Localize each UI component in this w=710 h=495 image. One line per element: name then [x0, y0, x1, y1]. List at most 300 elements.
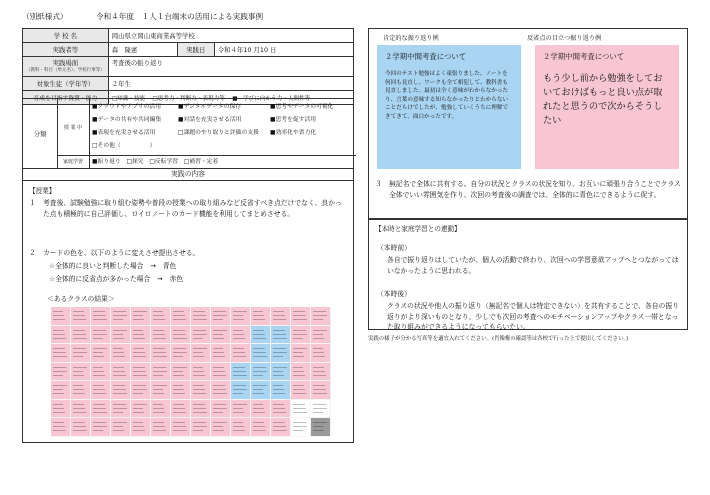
thumb-text-line [73, 338, 87, 339]
thumb-text-line [53, 422, 64, 423]
thumb-text-line [253, 393, 264, 394]
thumb-text-line [73, 393, 85, 394]
thumb-text-line [213, 367, 224, 368]
thumb-text-line [233, 375, 247, 376]
thumb-text-line [53, 371, 67, 372]
thumb-text-line [93, 375, 105, 376]
result-card-thumb [191, 344, 210, 362]
thumb-text-line [253, 389, 263, 390]
thumb-text-line [233, 371, 246, 372]
thumb-text-line [213, 375, 226, 376]
thumb-text-line [213, 348, 223, 349]
thumb-text-line [273, 319, 286, 320]
result-card-thumb [191, 400, 210, 418]
thumb-text-line [113, 334, 123, 335]
thumb-text-line [153, 393, 164, 394]
thumb-text-line [213, 319, 223, 320]
thumb-text-line [133, 315, 143, 316]
bad-example-label: 反省点の目立つ振り返り例 [527, 35, 602, 42]
thumb-text-line [193, 404, 205, 405]
thumb-text-line [213, 385, 225, 386]
opt-assignment: □課題のやり取りと評価の支援 [178, 130, 259, 136]
result-card-thumb [251, 363, 270, 381]
thumb-text-line [293, 385, 304, 386]
thumb-text-line [193, 352, 203, 353]
result-card-thumb [111, 363, 130, 381]
thumb-text-line [173, 352, 187, 353]
thumb-text-line [133, 356, 146, 357]
thumb-text-line [133, 352, 145, 353]
scene-value: 考査後の振り返り [108, 57, 353, 77]
good-card-body: 今回のテスト勉強はよく頑張りました。ノートを何回も見直し、ワークも全て相犯して、教科書も見直しました。最初は全く意味がわからなかったり、言葉の意味する知らなかったりとわからないことだらけでしたが、勉強していくうちに理解できてきて、面白かったです。 [385, 71, 509, 120]
thumb-text-line [53, 315, 64, 316]
result-card-thumb [151, 307, 170, 325]
thumb-text-line [73, 356, 83, 357]
school-value: 岡山県立岡山東商業高等学校 [108, 29, 353, 43]
thumb-text-line [313, 367, 324, 368]
thumb-text-line [313, 338, 324, 339]
thumb-text-line [133, 408, 143, 409]
example-label: ＜あるクラスの結果＞ [47, 295, 115, 303]
thumb-text-line [73, 412, 86, 413]
result-card-thumb [51, 307, 70, 325]
thumb-text-line [193, 334, 207, 335]
thumb-text-line [193, 412, 207, 413]
thumb-text-line [93, 334, 107, 335]
thumb-text-line [193, 315, 206, 316]
thumb-text-line [233, 315, 243, 316]
thumb-text-line [293, 389, 305, 390]
result-card-thumb [91, 326, 110, 344]
thumb-text-line [273, 330, 285, 331]
thumb-text-line [73, 385, 83, 386]
thumb-text-line [73, 371, 83, 372]
thumb-text-line [273, 348, 286, 349]
thumb-text-line [193, 356, 204, 357]
result-card-thumb [271, 307, 290, 325]
thumb-text-line [293, 393, 306, 394]
thumb-text-line [173, 412, 186, 413]
result-card-thumb [71, 381, 90, 399]
lesson-p2-num: ２ [29, 249, 36, 257]
opt-efficiency: ■効率化や省力化 [270, 130, 317, 136]
thumb-text-line [273, 430, 287, 431]
thumb-text-line [153, 330, 164, 331]
thumb-text-line [53, 334, 65, 335]
thumb-text-line [193, 348, 207, 349]
thumb-text-line [313, 330, 327, 331]
thumb-text-line [53, 389, 63, 390]
result-card-thumb [151, 344, 170, 362]
date-label: 実践日 [177, 43, 214, 57]
result-card-thumb [211, 344, 230, 362]
thumb-text-line [293, 367, 303, 368]
result-card-thumb [231, 363, 250, 381]
thumb-text-line [73, 375, 84, 376]
result-card-thumb [131, 381, 150, 399]
thumb-text-line [313, 311, 326, 312]
thumb-text-line [313, 404, 326, 405]
lesson-red-rule: ☆全体的に反省点が多かった場合 → 赤色 [49, 275, 184, 283]
thumb-text-line [213, 371, 225, 372]
thumb-text-line [233, 404, 247, 405]
thumb-text-line [53, 356, 67, 357]
bad-card-body: もう少し前から勉強をしておいておけばもっと良い点が取れたと思うので次からそうしたい [543, 73, 663, 126]
result-card-thumb [251, 418, 270, 436]
thumb-text-line [173, 426, 186, 427]
thumb-text-line [213, 430, 224, 431]
thumb-text-line [153, 311, 163, 312]
thumb-text-line [233, 385, 246, 386]
thumb-text-line [133, 338, 145, 339]
result-card-thumb [131, 326, 150, 344]
p3-num: ３ [375, 180, 382, 188]
thumb-text-line [153, 315, 164, 316]
thumb-text-line [93, 408, 106, 409]
thumb-text-line [313, 389, 326, 390]
footer-note: 実践の様子が分かる写真等を適宜入れてください。(肖像権の確認等は各校で行った上で提出してください。) [368, 336, 629, 342]
thumb-text-line [273, 356, 283, 357]
result-card-thumb [111, 344, 130, 362]
thumb-text-line [133, 426, 144, 427]
thumb-text-line [113, 319, 123, 320]
thumb-text-line [73, 408, 85, 409]
thumb-text-line [273, 367, 287, 368]
thumb-text-line [233, 422, 243, 423]
thumb-text-line [193, 422, 206, 423]
thumb-text-line [73, 404, 84, 405]
thumb-text-line [173, 385, 183, 386]
thumb-text-line [253, 385, 267, 386]
thumb-text-line [273, 311, 284, 312]
lesson-options [92, 101, 354, 153]
thumb-text-line [293, 375, 305, 376]
thumb-text-line [213, 426, 223, 427]
thumb-text-line [73, 430, 87, 431]
thumb-text-line [93, 330, 106, 331]
thumb-text-line [293, 338, 303, 339]
thumb-text-line [173, 315, 185, 316]
thumb-text-line [113, 352, 124, 353]
thumb-text-line [213, 334, 223, 335]
thumb-text-line [213, 408, 227, 409]
thumb-text-line [293, 356, 304, 357]
thumb-text-line [153, 367, 166, 368]
thumb-text-line [193, 393, 206, 394]
lesson-p2: カードの色を、以下のように変えさせ提出させる。 [43, 249, 200, 257]
thumb-text-line [293, 422, 306, 423]
thumb-text-line [253, 330, 264, 331]
home-heading: 【本時と家庭学習との連動】 [375, 225, 461, 233]
result-card-thumb [171, 400, 190, 418]
thumb-text-line [93, 389, 105, 390]
opt-expression: ■表現を充実させる活用 [92, 130, 156, 136]
thumb-text-line [73, 330, 85, 331]
thumb-text-line [313, 426, 323, 427]
thumb-text-line [233, 393, 243, 394]
thumb-text-line [233, 356, 246, 357]
result-card-thumb [211, 381, 230, 399]
thumb-text-line [153, 404, 163, 405]
thumb-text-line [173, 319, 186, 320]
thumb-text-line [313, 348, 323, 349]
thumb-text-line [153, 430, 166, 431]
thumb-text-line [53, 412, 65, 413]
thumb-text-line [133, 348, 144, 349]
result-card-thumb [211, 307, 230, 325]
thumb-text-line [53, 348, 65, 349]
thumb-text-line [193, 311, 205, 312]
result-card-thumb [51, 400, 70, 418]
result-card-thumb [291, 363, 310, 381]
result-card-thumb [251, 344, 270, 362]
thumb-text-line [93, 338, 103, 339]
opt-other: □その他（ ） [92, 143, 156, 149]
opt-thinking: ■思考を促す活用 [270, 117, 317, 123]
thumb-text-line [73, 334, 86, 335]
ability-knowledge: □知識・技能 [111, 95, 146, 102]
result-card-thumb [311, 400, 330, 418]
thumb-text-line [73, 319, 86, 320]
result-card-thumb [231, 344, 250, 362]
result-card-thumb [211, 418, 230, 436]
after-text: クラスの状況や他人の振り返り（無記名で個人は特定できない）を共有することで、各自の振り返りがより深いものとなり、少しでも次回の考査へのモチベーションアップやクラス一帯となった取り組みができるようになってもらいたい。 [387, 302, 679, 331]
result-card-thumb [271, 400, 290, 418]
thumb-text-line [293, 404, 305, 405]
thumb-text-line [113, 371, 125, 372]
result-card-thumb [311, 307, 330, 325]
thumb-text-line [313, 408, 327, 409]
home-label: 家庭学習 [57, 155, 90, 168]
thumb-text-line [273, 334, 286, 335]
result-card-thumb [251, 326, 270, 344]
thumb-text-line [53, 330, 64, 331]
thumb-text-line [313, 334, 323, 335]
thumb-text-line [93, 385, 104, 386]
result-card-thumb [311, 363, 330, 381]
thumb-text-line [113, 311, 126, 312]
page-title: 令和４年度 １人１台端末の活用による実践事例 [96, 12, 264, 21]
result-card-thumb [251, 381, 270, 399]
thumb-text-line [153, 375, 163, 376]
thumb-text-line [273, 385, 283, 386]
thumb-text-line [193, 385, 204, 386]
thumb-text-line [293, 408, 306, 409]
thumb-text-line [153, 422, 164, 423]
thumb-text-line [93, 404, 105, 405]
result-card-thumb [291, 400, 310, 418]
thumb-text-line [273, 404, 284, 405]
thumb-text-line [193, 338, 203, 339]
result-card-thumb [251, 400, 270, 418]
thumb-text-line [253, 422, 264, 423]
thumb-text-line [193, 330, 206, 331]
result-card-thumb [151, 363, 170, 381]
result-card-thumb [171, 344, 190, 362]
thumb-text-line [53, 375, 63, 376]
result-card-thumb [51, 418, 70, 436]
result-card-thumb [51, 326, 70, 344]
bad-example-card [535, 45, 679, 169]
thumb-text-line [133, 334, 144, 335]
thumb-text-line [173, 408, 185, 409]
thumb-text-line [193, 375, 205, 376]
lesson-content-box [22, 180, 354, 443]
thumb-text-line [133, 311, 147, 312]
after-label: （本時後） [377, 290, 411, 298]
thumb-text-line [93, 367, 103, 368]
result-card-thumb [111, 418, 130, 436]
thumb-text-line [133, 371, 146, 372]
thumb-text-line [293, 426, 307, 427]
opt-visualize: ■思考やデータの可視化 [270, 104, 334, 110]
thumb-text-line [173, 356, 183, 357]
good-example-label: 肯定的な振り返り例 [383, 35, 439, 42]
thumb-text-line [133, 404, 147, 405]
thumb-text-line [73, 311, 84, 312]
ability-attitude: ■ 学びに向かう力・人間性等 [232, 95, 311, 102]
thumb-text-line [273, 371, 283, 372]
target-value: ２年生 [108, 77, 353, 91]
school-label: 学 校 名 [23, 29, 109, 43]
thumb-text-line [193, 319, 207, 320]
thumb-text-line [213, 356, 225, 357]
thumb-text-line [273, 393, 285, 394]
thumb-text-line [93, 422, 106, 423]
thumb-text-line [93, 356, 104, 357]
content-header: 実践の内容 [22, 168, 354, 181]
thumb-text-line [173, 375, 184, 376]
thumb-text-line [233, 352, 245, 353]
thumb-text-line [73, 422, 85, 423]
thumb-text-line [213, 422, 227, 423]
result-card-thumb [291, 418, 310, 436]
result-card-thumb [211, 400, 230, 418]
thumb-text-line [153, 334, 165, 335]
result-card-thumb [171, 381, 190, 399]
thumb-text-line [113, 389, 126, 390]
result-card-thumb [91, 344, 110, 362]
thumb-text-line [233, 412, 244, 413]
result-card-thumb [231, 307, 250, 325]
thumb-text-line [133, 412, 144, 413]
result-card-thumb [191, 381, 210, 399]
thumb-text-line [153, 338, 166, 339]
thumb-text-line [233, 330, 243, 331]
thumb-text-line [93, 315, 106, 316]
thumb-text-line [213, 330, 227, 331]
thumb-text-line [113, 404, 126, 405]
result-card-thumb [71, 363, 90, 381]
thumb-text-line [313, 375, 326, 376]
thumb-text-line [233, 311, 247, 312]
thumb-text-line [313, 430, 324, 431]
result-card-thumb [131, 418, 150, 436]
thumb-text-line [293, 315, 306, 316]
result-card-thumb [71, 326, 90, 344]
thumb-text-line [73, 367, 87, 368]
result-card-thumb [111, 400, 130, 418]
thumb-text-line [73, 389, 84, 390]
thumb-text-line [293, 371, 304, 372]
result-card-thumb [171, 326, 190, 344]
result-card-thumb [171, 307, 190, 325]
thumb-text-line [313, 393, 327, 394]
opt-cloud: ■クラウドやアプリの活用 [92, 104, 162, 110]
result-card-thumb [291, 326, 310, 344]
result-card-thumb [311, 344, 330, 362]
thumb-text-line [53, 426, 65, 427]
thumb-text-line [273, 426, 286, 427]
thumb-text-line [153, 371, 167, 372]
good-card-title: ２学期中間考査について [385, 52, 467, 61]
result-card-thumb [271, 363, 290, 381]
thumb-text-line [113, 430, 124, 431]
thumb-text-line [213, 393, 227, 394]
thumb-text-line [93, 319, 107, 320]
thumb-text-line [233, 389, 247, 390]
thumb-text-line [253, 430, 266, 431]
thumb-text-line [173, 389, 184, 390]
thumb-text-line [233, 348, 244, 349]
thumb-text-line [53, 430, 66, 431]
date-value: 令和４年10 月10 日 [214, 43, 353, 57]
opt-share: ■データの共有や共同編集 [92, 117, 162, 123]
result-card-thumb [311, 326, 330, 344]
classification-block [22, 95, 354, 169]
thumb-text-line [293, 334, 307, 335]
result-card-thumb [291, 381, 310, 399]
result-card-thumb [311, 418, 330, 436]
result-card-thumb [91, 400, 110, 418]
thumb-text-line [213, 404, 226, 405]
thumb-text-line [233, 426, 244, 427]
thumb-text-line [113, 338, 124, 339]
thumb-text-line [133, 375, 147, 376]
thumb-text-line [253, 412, 265, 413]
thumb-text-line [313, 422, 327, 423]
thumb-text-line [53, 319, 65, 320]
thumb-text-line [173, 430, 187, 431]
thumb-text-line [253, 426, 265, 427]
result-card-thumb [191, 363, 210, 381]
thumb-text-line [233, 334, 244, 335]
thumb-text-line [113, 385, 125, 386]
thumb-text-line [113, 408, 127, 409]
result-card-thumb [191, 307, 210, 325]
result-card-thumb [231, 400, 250, 418]
thumb-text-line [213, 389, 226, 390]
thumb-text-line [253, 375, 263, 376]
result-card-thumb [151, 381, 170, 399]
result-card-thumb [71, 307, 90, 325]
thumb-text-line [133, 319, 144, 320]
thumb-text-line [173, 311, 184, 312]
thumb-text-line [253, 319, 265, 320]
thumb-text-line [213, 311, 226, 312]
thumb-text-line [153, 389, 163, 390]
result-card-thumb [51, 363, 70, 381]
thumb-text-line [313, 319, 323, 320]
thumb-text-line [253, 311, 263, 312]
target-label: 対象生徒（学年等） [23, 77, 109, 91]
thumb-text-line [293, 412, 307, 413]
thumb-text-line [133, 430, 145, 431]
thumb-text-line [53, 408, 64, 409]
result-card-thumb [151, 400, 170, 418]
scene-sub-label: （教科・科目（単元名）、学校行事等） [26, 67, 105, 73]
thumb-text-line [253, 356, 267, 357]
